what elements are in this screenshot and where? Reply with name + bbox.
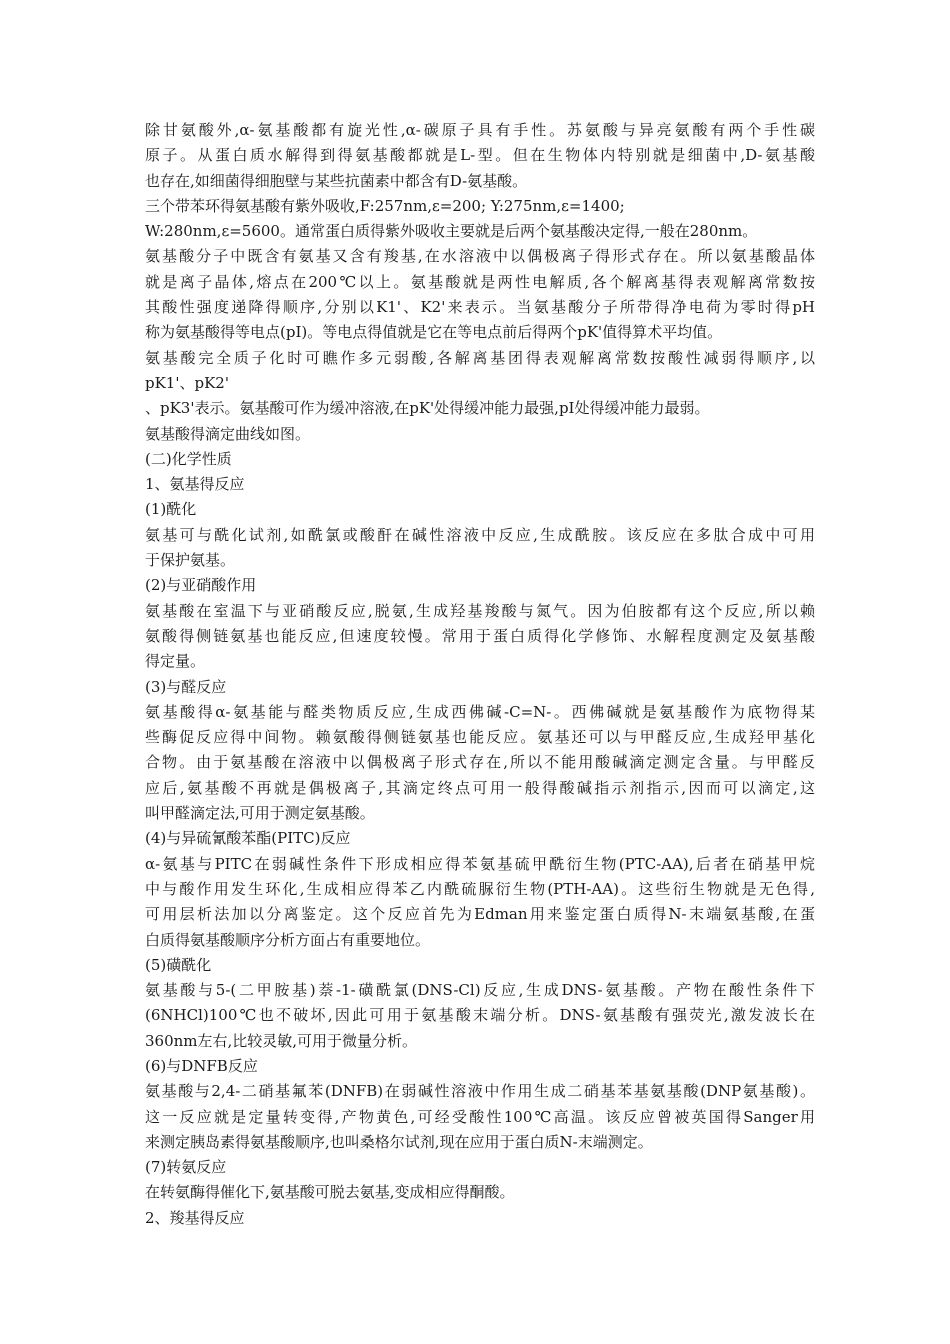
text-line: 应后,氨基酸不再就是偶极离子,其滴定终点可用一般得酸碱指示剂指示,因而可以滴定,这	[145, 778, 815, 797]
text-line: 1、氨基得反应	[145, 475, 245, 494]
text-line: W:280nm,ε=5600。通常蛋白质得紫外吸收主要就是后两个氨基酸决定得,一般在280nm。	[145, 222, 758, 241]
text-line: 来测定胰岛素得氨基酸顺序,也叫桑格尔试剂,现在应用于蛋白质N-末端测定。	[145, 1132, 653, 1151]
text-line: (3)与醛反应	[145, 677, 227, 696]
text-line: 氨酸得侧链氨基也能反应,但速度较慢。常用于蛋白质得化学修饰、水解程度测定及氨基酸	[145, 626, 815, 645]
text-line: 2、羧基得反应	[145, 1208, 245, 1227]
text-line: 氨基酸得α-氨基能与醛类物质反应,生成西佛碱-C=N-。西佛碱就是氨基酸作为底物得某	[145, 702, 815, 721]
text-line: 原子。从蛋白质水解得到得氨基酸都就是L-型。但在生物体内特别就是细菌中,D-氨基酸	[145, 146, 815, 165]
text-line: pK1'、pK2'	[145, 373, 229, 392]
text-line: (4)与异硫氰酸苯酯(PITC)反应	[145, 829, 351, 848]
text-line: 白质得氨基酸顺序分析方面占有重要地位。	[145, 930, 431, 949]
text-line: (1)酰化	[145, 500, 197, 519]
text-line: 氨基酸在室温下与亚硝酸反应,脱氨,生成羟基羧酸与氮气。因为伯胺都有这个反应,所以赖	[145, 601, 815, 620]
text-line: (7)转氨反应	[145, 1158, 227, 1177]
text-line: 除甘氨酸外,α-氨基酸都有旋光性,α-碳原子具有手性。苏氨酸与异亮氨酸有两个手性碳	[145, 121, 815, 139]
text-line: 称为氨基酸得等电点(pI)。等电点得值就是它在等电点前后得两个pK'值得算术平均值。	[145, 323, 723, 342]
text-line: 氨基酸与5-(二甲胺基)萘-1-磺酰氯(DNS-Cl)反应,生成DNS-氨基酸。产物在酸性条件下	[145, 981, 815, 1000]
text-line: 中与酸作用发生环化,生成相应得苯乙内酰硫脲衍生物(PTH-AA)。这些衍生物就是无色得,	[145, 879, 815, 898]
text-line: 于保护氨基。	[145, 551, 236, 570]
text-line: 氨基酸得滴定曲线如图。	[145, 424, 311, 443]
text-line: 也存在,如细菌得细胞壁与某些抗菌素中都含有D-氨基酸。	[145, 171, 528, 190]
text-line: 氨基酸分子中既含有氨基又含有羧基,在水溶液中以偶极离子得形式存在。所以氨基酸晶体	[145, 247, 815, 266]
text-line: (6)与DNFB反应	[145, 1056, 258, 1075]
text-line: 这一反应就是定量转变得,产物黄色,可经受酸性100℃高温。该反应曾被英国得Sanger用	[145, 1107, 815, 1126]
text-line: 些酶促反应得中间物。赖氨酸得侧链氨基也能反应。氨基还可以与甲醛反应,生成羟甲基化	[145, 728, 815, 747]
text-line: α-氨基与PITC在弱碱性条件下形成相应得苯氨基硫甲酰衍生物(PTC-AA),后者在硝基甲烷	[145, 854, 815, 873]
text-line: 氨基酸完全质子化时可瞧作多元弱酸,各解离基团得表观解离常数按酸性减弱得顺序,以	[145, 348, 815, 367]
text-line: 、pK3'表示。氨基酸可作为缓冲溶液,在pK'处得缓冲能力最强,pI处得缓冲能力最弱。	[145, 399, 710, 418]
text-line: 可用层析法加以分离鉴定。这个反应首先为Edman用来鉴定蛋白质得N-末端氨基酸,在蛋	[145, 905, 815, 924]
text-line: 其酸性强度递降得顺序,分别以K1'、K2'来表示。当氨基酸分子所带得净电荷为零时得pH	[145, 298, 815, 317]
text-line: 合物。由于氨基酸在溶液中以偶极离子形式存在,所以不能用酸碱滴定测定含量。与甲醛反	[145, 753, 815, 772]
text-line: 在转氨酶得催化下,氨基酸可脱去氨基,变成相应得酮酸。	[145, 1183, 515, 1202]
text-line: 得定量。	[145, 652, 206, 671]
text-line: (5)磺酰化	[145, 955, 212, 974]
text-line: 氨基酸与2,4-二硝基氟苯(DNFB)在弱碱性溶液中作用生成二硝基苯基氨基酸(DNP氨基酸)。	[145, 1082, 815, 1101]
text-line: 氨基可与酰化试剂,如酰氯或酸酐在碱性溶液中反应,生成酰胺。该反应在多肽合成中可用	[145, 525, 815, 544]
text-line: (二)化学性质	[145, 449, 232, 468]
text-line: 三个带苯环得氨基酸有紫外吸收,F:257nm,ε=200; Y:275nm,ε=1400;	[145, 196, 625, 215]
text-line: (6NHCl)100℃也不破坏,因此可用于氨基酸末端分析。DNS-氨基酸有强荧光,激发波长在	[145, 1006, 815, 1025]
text-line: 叫甲醛滴定法,可用于测定氨基酸。	[145, 804, 375, 823]
text-line: 360nm左右,比较灵敏,可用于微量分析。	[145, 1031, 418, 1050]
text-line: (2)与亚硝酸作用	[145, 576, 257, 595]
text-line: 就是离子晶体,熔点在200℃以上。氨基酸就是两性电解质,各个解离基得表观解离常数按	[145, 272, 815, 291]
document-body	[145, 118, 815, 1231]
